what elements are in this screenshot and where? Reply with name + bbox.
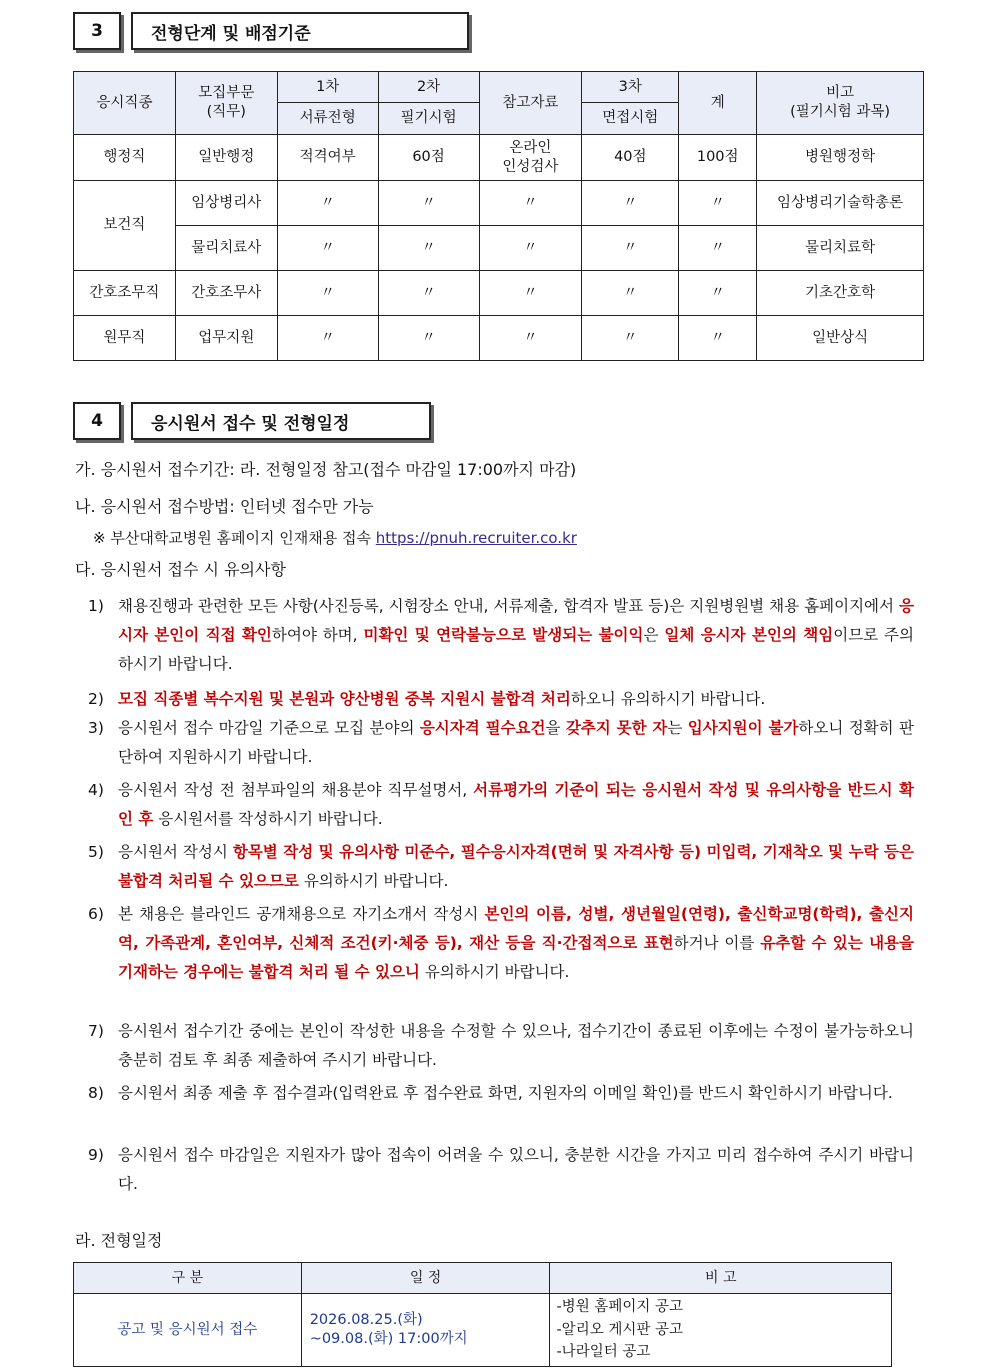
cell-field: 간호조무직 — [74, 271, 176, 316]
header-category: 구 분 — [74, 1263, 302, 1294]
header-stage2: 2차 — [378, 72, 479, 103]
header-note: 비고 (필기시험 과목) — [757, 72, 924, 135]
emphasis-text: 입사지원이 불가 — [687, 719, 799, 737]
header-dept: 모집부문 (직무) — [175, 72, 277, 135]
item-number: 8) — [88, 1084, 104, 1102]
cell-stage3: 40점 — [582, 135, 679, 181]
item-text — [118, 1017, 914, 1075]
cell-stage2: 〃 — [378, 181, 479, 226]
section-title: 응시원서 접수 및 전형일정 — [131, 402, 431, 440]
emphasis-text: 일체 응시자 본인의 책임 — [664, 626, 834, 644]
cell-note: 일반상식 — [757, 316, 924, 361]
list-item — [88, 592, 914, 679]
cell-field: 행정직 — [74, 135, 176, 181]
body-text: 응시원서 작성 전 첨부파일의 채용분야 직무설명서, — [118, 781, 474, 799]
emphasis-text: 갖추지 못한 자 — [565, 719, 668, 737]
cell-ref: 〃 — [479, 271, 582, 316]
table-row — [74, 271, 924, 316]
item-number: 4) — [88, 781, 104, 799]
emphasis-text: 서류평가의 기준이 되는 응시원서 작성 및 유의사항을 반드시 확인 후 — [118, 781, 914, 828]
emphasis-text: 미확인 및 연락불능으로 발생되는 불이익 — [363, 626, 644, 644]
body-text: 응시원서 접수기간 중에는 본인이 작성한 내용을 수정할 수 있으나, 접수기간이 종료된 이후에는 수정이 불가능하오니 충분히 검토 후 최종 제출하여 주시기 바랍니다. — [118, 1022, 914, 1069]
list-item — [88, 900, 914, 987]
cell-note: 물리치료학 — [757, 226, 924, 271]
recruit-site-link[interactable]: https://pnuh.recruiter.co.kr — [375, 529, 577, 547]
cell-stage1: 적격여부 — [277, 135, 378, 181]
body-text: 응시원서를 작성하시기 바랍니다. — [153, 810, 383, 828]
body-text: 이므로 주의하시기 바랍니다. — [118, 626, 914, 673]
cell-ref: 〃 — [479, 226, 582, 271]
cell-total: 〃 — [679, 271, 757, 316]
cell-ref: 〃 — [479, 181, 582, 226]
header-schedule: 일 정 — [301, 1263, 550, 1294]
cell-stage2: 〃 — [378, 316, 479, 361]
schedule-table — [73, 1262, 892, 1367]
list-item — [88, 1079, 914, 1108]
cell-field: 원무직 — [74, 316, 176, 361]
header-stage2-sub: 필기시험 — [378, 103, 479, 135]
cell-dept: 물리치료사 — [175, 226, 277, 271]
application-link-note — [93, 527, 577, 548]
list-item — [88, 776, 914, 834]
body-text: 유의하시기 바랍니다. — [419, 963, 570, 981]
cell-stage3: 〃 — [582, 226, 679, 271]
cell-note: 병원행정학 — [757, 135, 924, 181]
item-number: 1) — [88, 597, 104, 615]
item-number: 3) — [88, 719, 104, 737]
cell-total: 〃 — [679, 316, 757, 361]
body-text: 채용진행과 관련한 모든 사항(사진등록, 시험장소 안내, 서류제출, 합격자 발표 등)은 지원병원별 채용 홈페이지에서 — [118, 597, 900, 615]
header-stage3: 3차 — [582, 72, 679, 103]
body-text: 는 — [667, 719, 688, 737]
cell-ref: 〃 — [479, 316, 582, 361]
cell-dept: 간호조무사 — [175, 271, 277, 316]
body-text: 본 채용은 블라인드 공개채용으로 자기소개서 작성시 — [118, 905, 485, 923]
body-text: 하거나 이를 — [673, 934, 761, 952]
item-text — [118, 592, 914, 679]
item-number: 7) — [88, 1022, 104, 1040]
body-text: 하오니 유의하시기 바랍니다. — [570, 690, 766, 708]
item-number: 6) — [88, 905, 104, 923]
cell-stage3: 〃 — [582, 271, 679, 316]
schedule-heading: 라. 전형일정 — [75, 1231, 163, 1250]
item-text — [118, 838, 914, 896]
cell-dept: 업무지원 — [175, 316, 277, 361]
emphasis-text: 항목별 작성 및 유의사항 미준수, 필수응시자격(면허 및 자격사항 등) 미입력, 기재착오 및 누락 등은 불합격 처리될 수 있으므로 — [118, 843, 914, 890]
table-row — [74, 316, 924, 361]
list-item — [88, 685, 914, 714]
item-text — [118, 685, 914, 714]
cell-note: -병원 홈페이지 공고 -알리오 게시판 공고 -나라일터 공고 — [550, 1294, 892, 1367]
emphasis-text: 응시자 본인이 직접 확인 — [118, 597, 915, 644]
body-text: 하오니 정확히 판단하여 지원하시기 바랍니다. — [118, 719, 914, 766]
cell-total: 〃 — [679, 226, 757, 271]
item-number: 2) — [88, 690, 104, 708]
header-stage1: 1차 — [277, 72, 378, 103]
body-text: 하여야 하며, — [271, 626, 364, 644]
cell-stage2: 60점 — [378, 135, 479, 181]
section-number: 3 — [73, 12, 121, 50]
header-stage3-sub: 면접시험 — [582, 103, 679, 135]
section-number: 4 — [73, 402, 121, 440]
cell-total: 100점 — [679, 135, 757, 181]
cell-field: 보건직 — [74, 181, 176, 271]
cell-stage1: 〃 — [277, 271, 378, 316]
scoring-table — [73, 71, 924, 361]
list-item — [88, 1017, 914, 1075]
item-number: 5) — [88, 843, 104, 861]
cell-dept: 임상병리사 — [175, 181, 277, 226]
cell-stage3: 〃 — [582, 181, 679, 226]
cell-category: 공고 및 응시원서 접수 — [74, 1294, 302, 1367]
cell-stage2: 〃 — [378, 226, 479, 271]
emphasis-text: 응시자격 필수요건 — [419, 719, 546, 737]
application-method: 나. 응시원서 접수방법: 인터넷 접수만 가능 — [75, 497, 374, 516]
section-3-header — [73, 12, 469, 50]
body-text: 응시원서 최종 제출 후 접수결과(입력완료 후 접수완료 화면, 지원자의 이메일 확인)를 반드시 확인하시기 바랍니다. — [118, 1084, 893, 1102]
body-text: 은 — [643, 626, 665, 644]
cell-stage1: 〃 — [277, 181, 378, 226]
cell-stage2: 〃 — [378, 271, 479, 316]
table-row — [74, 135, 924, 181]
header-note: 비 고 — [550, 1263, 892, 1294]
item-text — [118, 1141, 914, 1199]
header-total: 계 — [679, 72, 757, 135]
body-text: 을 — [545, 719, 566, 737]
table-row — [74, 181, 924, 226]
list-item — [88, 1141, 914, 1199]
note-text: ※ 부산대학교병원 홈페이지 인재채용 접속 — [93, 529, 376, 547]
body-text: 유의하시기 바랍니다. — [298, 872, 449, 890]
emphasis-text: 유추할 수 있는 내용을 기재하는 경우에는 불합격 처리 될 수 있으니 — [118, 934, 914, 981]
cell-stage1: 〃 — [277, 226, 378, 271]
cell-note: 임상병리기술학총론 — [757, 181, 924, 226]
cell-ref: 온라인 인성검사 — [479, 135, 582, 181]
cell-stage3: 〃 — [582, 316, 679, 361]
body-text: 응시원서 접수 마감일은 지원자가 많아 접속이 어려울 수 있으니, 충분한 시간을 가지고 미리 접수하여 주시기 바랍니다. — [118, 1146, 914, 1193]
cell-note: 기초간호학 — [757, 271, 924, 316]
header-ref: 참고자료 — [479, 72, 582, 135]
body-text: 응시원서 작성시 — [118, 843, 233, 861]
cell-stage1: 〃 — [277, 316, 378, 361]
precautions-heading: 다. 응시원서 접수 시 유의사항 — [75, 560, 286, 579]
table-row — [74, 1294, 892, 1367]
cell-schedule: 2026.08.25.(화) ~09.08.(화) 17:00까지 — [301, 1294, 550, 1367]
list-item — [88, 714, 914, 772]
application-period: 가. 응시원서 접수기간: 라. 전형일정 참고(접수 마감일 17:00까지 마감) — [75, 460, 577, 479]
table-row — [74, 226, 924, 271]
list-item — [88, 838, 914, 896]
item-number: 9) — [88, 1146, 104, 1164]
item-text — [118, 714, 914, 772]
cell-total: 〃 — [679, 181, 757, 226]
emphasis-text: 본인의 이름, 성별, 생년월일(연령), 출신학교명(학력), 출신지역, 가족관계, 혼인여부, 신체적 조건(키·체중 등), 재산 등을 직·간접적으로 표현 — [118, 905, 914, 952]
item-text — [118, 900, 914, 987]
emphasis-text: 모집 직종별 복수지원 및 본원과 양산병원 중복 지원시 불합격 처리 — [118, 690, 571, 708]
section-title: 전형단계 및 배점기준 — [131, 12, 469, 50]
header-stage1-sub: 서류전형 — [277, 103, 378, 135]
cell-dept: 일반행정 — [175, 135, 277, 181]
body-text: 응시원서 접수 마감일 기준으로 모집 분야의 — [118, 719, 420, 737]
item-text — [118, 776, 914, 834]
section-4-header — [73, 402, 431, 440]
header-field: 응시직종 — [74, 72, 176, 135]
item-text — [118, 1079, 914, 1108]
